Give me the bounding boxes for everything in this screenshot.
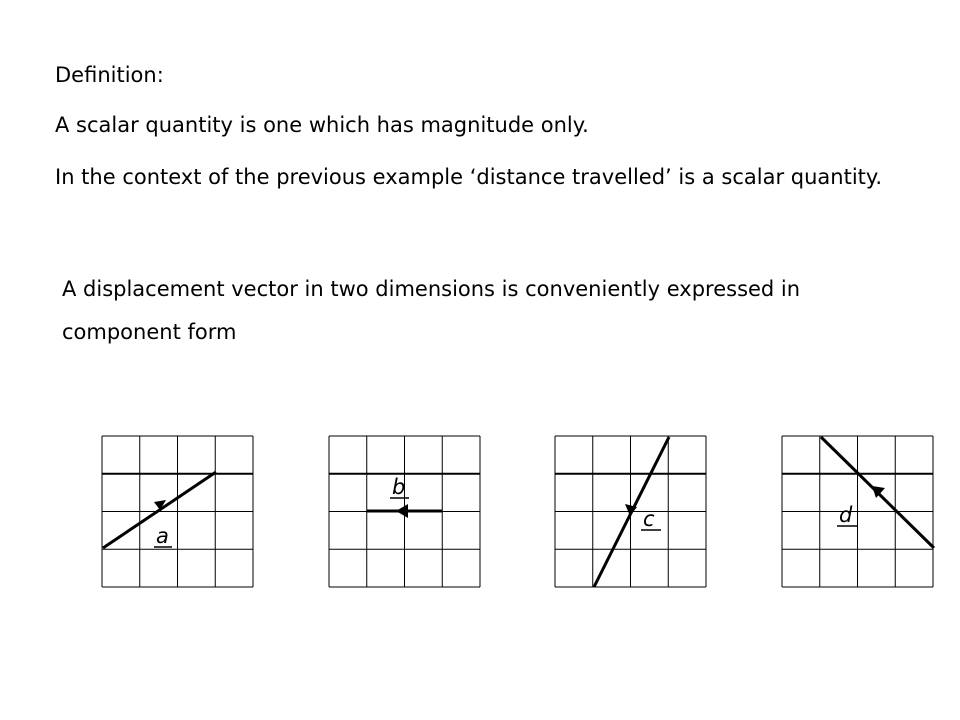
grid-d — [782, 436, 933, 587]
displacement-vector-text: A displacement vector in two dimensions is conveniently expressed in component form — [62, 277, 801, 344]
vector-a-label: a — [156, 524, 169, 548]
vector-diagram-c — [555, 436, 706, 587]
context-text: In the context of the previous example ‘distance travelled’ is a scalar quantity. — [55, 165, 882, 189]
definition-heading: Definition: — [55, 63, 164, 87]
vector-b-arrowhead — [396, 504, 408, 518]
vector-b-label: b — [392, 475, 406, 499]
vector-diagram-a — [102, 436, 253, 587]
vector-diagram-d — [782, 436, 934, 587]
scalar-definition-text: A scalar quantity is one which has magnitude only. — [55, 113, 589, 137]
vector-c-label: c — [643, 507, 655, 531]
vector-diagram-b — [329, 436, 480, 587]
vector-d-label: d — [839, 503, 853, 527]
grid-a — [102, 436, 253, 587]
